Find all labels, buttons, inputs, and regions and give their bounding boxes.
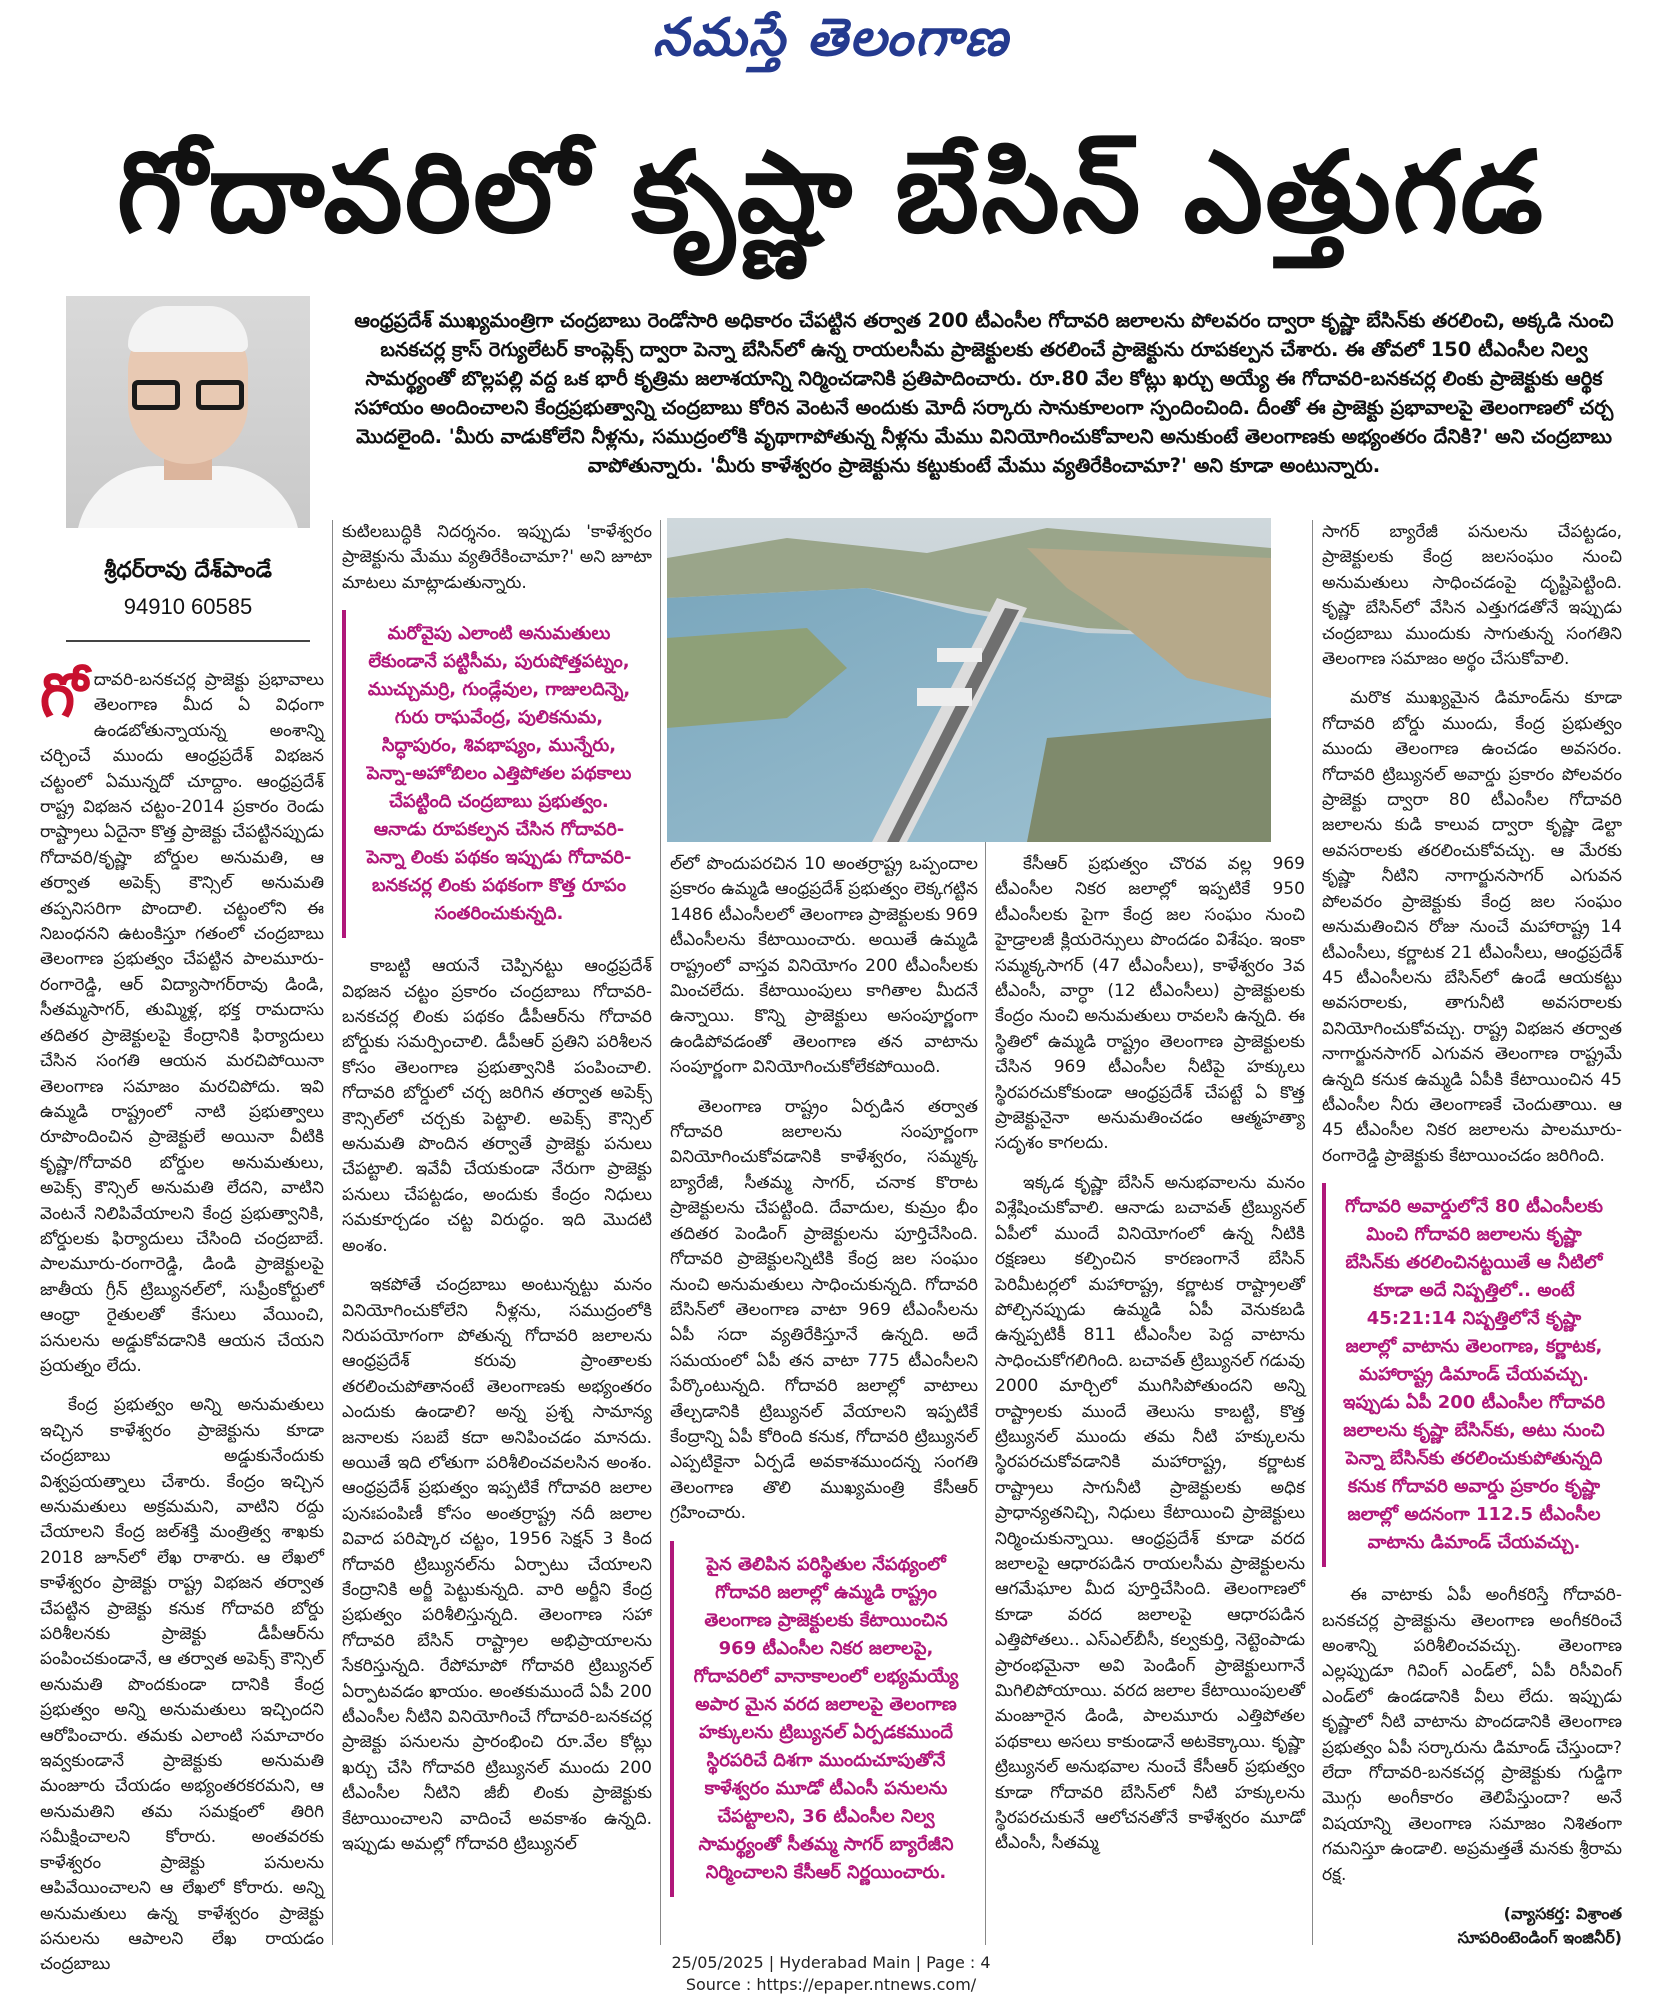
body-paragraph: ఇకపోతే చంద్రబాబు అంటున్నట్టు మనం వినియోగించుకోలేని నీళ్లను, సముద్రంలోకి నిరుపయోగంగా పోతున్న గోదావరి జలాలను ఆంధ్రప్రదేశ్ కరువు ప్రాంతాలకు తరలించుపోతానంటే తెలంగాణకు అభ్యంతరం ఎందుకు ఉండాలి? అన్న ప్రశ్న సామాన్య జనాలకు సబబే కదా అనిపించడం మానదు. అయితే ఇది లోతుగా పరిశీలించవలసిన అంశం. ఆంధ్రప్రదేశ్ ప్రభుత్వం ఇప్పటికే గోదావరి జలాల పునఃపంపిణీ కోసం అంతర్రాష్ట్ర నదీ జలాల వివాద పరిష్కార చట్టం, 1956 సెక్షన్ 3 కింద గోదావరి ట్రిబ్యునల్‌ను ఏర్పాటు చేయాలని కేంద్రానికి అర్జీ పెట్టుకున్నది. వారి అర్జీని కేంద్ర ప్రభుత్వం పరిశీలిస్తున్నది. తెలంగాణ సహా గోదావరి బేసిన్ రాష్ట్రాల అభిప్రాయాలను సేకరిస్తున్నది. రేపోమాపో గోదావరి ట్రిబ్యునల్ ఏర్పాటవడం ఖాయం. అంతకుముందే ఏపీ 200 టీఎంసీల నీటిని వినియోగించే గోదావరి-బనకచర్ల ప్రాజెక్టు పనులను ప్రారంభించి రూ.వేల కోట్లు ఖర్చు చేసి గోదావరి ట్రిబ్యునల్ ముందు 200 టీఎంసీల నీటిని జీబీ లింకు ప్రాజెక్టుకు కేటాయించాలని వాదించే అవకాశం ఉన్నది. ఇప్పుడు అమల్లో గోదావరి ట్రిబ్యునల్ [342,1275,652,1855]
dropcap: గో [40,661,88,731]
masthead-logo: నమస్తే తెలంగాణ [652,8,1010,68]
pull-quote: పైన తెలిపిన పరిస్థితుల నేపథ్యంలో గోదావరి జలాల్లో ఉమ్మడి రాష్ట్రం తెలంగాణ ప్రాజెక్టులకు కేటాయించిన 969 టీఎంసీల నికర జలాలపై, గోదావరిలో వానాకాలంలో లభ్యమయ్యే అపార మైన వరద జలాలపై తెలంగాణ హక్కులను ట్రిబ్యునల్ ఏర్పడకముందే స్థిరపరిచే దిశగా ముందుచూపుతోనే కాళేశ్వరం మూడో టీఎంసీ పనులను చేపట్టాలని, 36 టీఎంసీల నిల్వ సామర్థ్యంతో సీతమ్మ సాగర్ బ్యారేజీని నిర్మించాలని కేసీఆర్ నిర్ణయించారు. [670,1541,978,1897]
author-photo [66,296,310,528]
author-name: శ్రీధర్‌రావు దేశ్‌పాండే [104,558,272,583]
pull-quote: గోదావరి అవార్డులోనే 80 టీఎంసీలకు మించి గోదావరి జలాలను కృష్ణా బేసిన్‌కు తరలించినట్టయితే ఆ నీటిలో కూడా అదే నిష్పత్తిలో.. అంటే 45:21:14 నిష్పత్తిలోనే కృష్ణా జలాల్లో వాటాను తెలంగాణ, కర్ణాటక, మహారాష్ట్ర డిమాండ్ చేయవచ్చు. ఇప్పుడు ఏపీ 200 టీఎంసీల గోదావరి జలాలను కృష్ణా బేసిన్‌కు, అటు నుంచి పెన్నా బేసిన్‌కు తరలించుకుపోతున్నది కనుక గోదావరి అవార్డు ప్రకారం కృష్ణా జలాల్లో అదనంగా 112.5 టీఎంసీల వాటాను డిమాండ్ చేయవచ్చు. [1322,1183,1622,1567]
body-paragraph: ల్‌లో పొందుపరచిన 10 అంతర్రాష్ట్ర ఒప్పందాల ప్రకారం ఉమ్మడి ఆంధ్రప్రదేశ్ ప్రభుత్వం లెక్కగట్టిన 1486 టీఎంసీలలో తెలంగాణ ప్రాజెక్టులకు 969 టీఎంసీలను కేటాయించారు. అయితే ఉమ్మడి రాష్ట్రంలో వాస్తవ వినియోగం 200 టీఎంసీలకు మించలేదు. కేటాయింపులు కాగితాల మీదనే ఉన్నాయి. కొన్ని ప్రాజెక్టులు అసంపూర్ణంగా ఉండిపోవడంతో తెలంగాణ తన వాటాను సంపూర్ణంగా వినియోగించుకోలేకపోయింది. [670,854,978,1078]
credit-line: (వ్యాసకర్త: విశ్రాంత [1503,1904,1622,1924]
article-column-2 [342,520,652,1871]
article-column-5 [1322,520,1622,1950]
article-column-1 [40,661,324,1992]
credit-line: సూపరింటెండింగ్ ఇంజినీర్) [1457,1928,1622,1948]
body-paragraph: కుటిలబుద్ధికి నిదర్శనం. ఇప్పుడు 'కాళేశ్వరం ప్రాజెక్టును మేము వ్యతిరేకించామా?' అని జూటా మాటలు మాట్లాడుతున్నారు. [342,522,652,593]
body-paragraph: మరొక ముఖ్యమైన డిమాండ్‌ను కూడా గోదావరి బోర్డు ముందు, కేంద్ర ప్రభుత్వం ముందు తెలంగాణ ఉంచడం అవసరం. గోదావరి ట్రిబ్యునల్ అవార్డు ప్రకారం పోలవరం ప్రాజెక్టు ద్వారా 80 టీఎంసీల గోదావరి జలాలను కుడి కాలువ ద్వారా కృష్ణా డెల్టా అవసరాలకు తరలించుకోవచ్చు. ఆ మేరకు కృష్ణా నీటిని నాగార్జునసాగర్ ఎగువన పోలవరం ప్రాజెక్టుకు కేంద్ర జల సంఘం అనుమతించిన రోజు నుంచే మహారాష్ట్ర 14 టీఎంసీలు, కర్ణాటక 21 టీఎంసీలు, ఆంధ్రప్రదేశ్ 45 టీఎంసీలను బేసిన్‌లో ఉండే ఆయకట్టు అవసరాలకు, తాగునీటి అవసరాలకు వినియోగించుకోవచ్చు. రాష్ట్ర విభజన తర్వాత నాగార్జునసాగర్ ఎగువన తెలంగాణ రాష్ట్రమే ఉన్నది కనుక ఉమ్మడి ఏపీకి కేటాయించిన 45 టీఎంసీల నీరు తెలంగాణకే చెందుతాయి. ఆ 45 టీఎంసీల నికర జలాలను పాలమూరు-రంగారెడ్డి ప్రాజెక్టుకు కేటాయించడం జరిగింది. [1322,688,1622,1166]
barrage-aerial-image [667,518,1271,842]
body-paragraph: ఈ వాటాకు ఏపీ అంగీకరిస్తే గోదావరి-బనకచర్ల ప్రాజెక్టును తెలంగాణ అంగీకరించే అంశాన్ని పరిశీలించవచ్చు. తెలంగాణ ఎల్లప్పుడూ గివింగ్ ఎండ్‌లో, ఏపీ రిసీవింగ్ ఎండ్‌లో ఉండడానికి వీలు లేదు. ఇప్పుడు కృష్ణాలో నీటి వాటాను పొందడానికి తెలంగాణ ప్రభుత్వం ఏపీ సర్కారును డిమాండ్ చేస్తుందా? లేదా గోదావరి-బనకచర్ల ప్రాజెక్టుకు గుడ్డిగా మొగ్గు అంగీకారం తెలిపేస్తుందా? అనే విషయాన్ని తెలంగాణ సమాజం నిశితంగా గమనిస్తూ ఉండాలి. అప్రమత్తతే మనకు శ్రీరామ రక్ష. [1322,1585,1622,1885]
article-column-3 [670,852,978,1897]
author-phone: 94910 60585 [123,594,253,619]
pull-quote: మరోవైపు ఎలాంటి అనుమతులు లేకుండానే పట్టిసీమ, పురుషోత్తపట్నం, ముచ్చుమర్రి, గుండ్లేవుల, గాజులదిన్నె, గురు రాఘవేంద్ర, పులికనుమ, సిద్ధాపురం, శివభాష్యం, మున్నేరు, పెన్నా-అహోబిలం ఎత్తిపోతల పథకాలు చేపట్టింది చంద్రబాబు ప్రభుత్వం. ఆనాడు రూపకల్పన చేసిన గోదావరి-పెన్నా లింకు పథకం ఇప్పుడు గోదావరి- బనకచర్ల లింకు పథకంగా కొత్త రూపం సంతరించుకున్నది. [342,610,652,938]
body-paragraph: తెలంగాణ రాష్ట్రం ఏర్పడిన తర్వాత గోదావరి జలాలను సంపూర్ణంగా వినియోగించుకోవడానికి కాళేశ్వరం, సమ్మక్క బ్యారేజీ, సీతమ్మ సాగర్, చనాక కొరాట ప్రాజెక్టులను చేపట్టింది. దేవాదుల, కుమ్రం భీం తదితర పెండింగ్ ప్రాజెక్టులను పూర్తిచేసింది. గోదావరి ప్రాజెక్టులన్నిటికి కేంద్ర జల సంఘం నుంచి అనుమతులు సాధించుకున్నది. గోదావరి బేసిన్‌లో తెలంగాణ వాటా 969 టీఎంసీలను ఏపీ సదా వ్యతిరేకిస్తూనే ఉన్నది. అదే సమయంలో ఏపీ తన వాటా 775 టీఎంసీలని పేర్కొంటున్నది. గోదావరి జలాల్లో వాటాలు తేల్చడానికి ట్రిబ్యునల్ వేయాలని ఇప్పటికే కేంద్రాన్ని ఏపీ కోరింది కనుక, గోదావరి ట్రిబ్యునల్ ఎప్పటికైనా ఏర్పడే అవకాశముందన్న సంగతి తెలంగాణ తొలి ముఖ్యమంత్రి కేసీఆర్ గ్రహించారు. [670,1096,978,1524]
body-paragraph: ఇక్కడ కృష్ణా బేసిన్ అనుభవాలను మనం విశ్లేషించుకోవాలి. ఆనాడు బచావత్ ట్రిబ్యునల్ ఏపీలో ముందే వినియోగంలో ఉన్న నీటికి రక్షణలు కల్పించిన కారణంగానే బేసిన్ పెరిమీటర్లలో మహారాష్ట్ర, కర్ణాటక రాష్ట్రాలతో పోల్చినప్పుడు ఉమ్మడి ఏపీ వెనుకబడి ఉన్నప్పటికీ 811 టీఎంసీల పెద్ద వాటాను సాధించుకోగలిగింది. బచావత్ ట్రిబ్యునల్ గడువు 2000 మార్చిలో ముగిసిపోతుందని అన్ని రాష్ట్రాలకు ముందే తెలుసు కాబట్టి, కొత్త ట్రిబ్యునల్ ముందు తమ నీటి హక్కులను స్థిరపరచుకోవడానికి మహారాష్ట్ర, కర్ణాటక రాష్ట్రాలు సాగునీటి ప్రాజెక్టులకు అధిక ప్రాధాన్యతనిచ్చి, నిధులు కేటాయించి ప్రాజెక్టులు నిర్మించుకున్నాయి. ఆంధ్రప్రదేశ్ కూడా వరద జలాలపై ఆధారపడిన రాయలసీమ ప్రాజెక్టులను ఆగమేఘాల మీద పూర్తిచేసింది. తెలంగాణలో కూడా వరద జలాలపై ఆధారపడిన ఎత్తిపోతలు.. ఎస్ఎల్‌బీసీ, కల్వకుర్తి, నెట్టెంపాడు ప్రారంభమైనా అవి పెండింగ్ ప్రాజెక్టులుగానే మిగిలిపోయాయి. వరద జలాల కేటాయింపులతో మంజూరైన డిండి, పాలమూరు ఎత్తిపోతల పథకాలు అసలు కాకుండానే అటకెక్కాయి. కృష్ణా ట్రిబ్యునల్ అనుభవాల నుంచే కేసీఆర్ ప్రభుత్వం కూడా గోదావరి బేసిన్‌లో నీటి హక్కులను స్థిరపరచుకునే ఆలోచనతోనే కాళేశ్వరం మూడో టీఎంసీ, సీతమ్మ [995,1172,1305,1854]
body-paragraph: సాగర్ బ్యారేజీ పనులను చేపట్టడం, ప్రాజెక్టులకు కేంద్ర జలసంఘం నుంచి అనుమతులు సాధించడంపై దృష్టిపెట్టింది. కృష్ణా బేసిన్‌లో వేసిన ఎత్తుగడతోనే ఇప్పుడు చంద్రబాబు ముందుకు సాగుతున్న సంగతిని తెలంగాణ సమాజం అర్థం చేసుకోవాలి. [1322,522,1622,670]
body-paragraph: కేంద్ర ప్రభుత్వం అన్ని అనుమతులు ఇచ్చిన కాళేశ్వరం ప్రాజెక్టును కూడా చంద్రబాబు అడ్డుకునేందుకు విశ్వప్రయత్నాలు చేశారు. కేంద్రం ఇచ్చిన అనుమతులు అక్రమమని, వాటిని రద్దు చేయాలని కేంద్ర జల్‌శక్తి మంత్రిత్వ శాఖకు 2018 జూన్‌లో లేఖ రాశారు. ఆ లేఖలో కాళేశ్వరం ప్రాజెక్టు రాష్ట్ర విభజన తర్వాత చేపట్టిన ప్రాజెక్టు కనుక గోదావరి బోర్డు పరిశీలనకు ప్రాజెక్టు డీపీఆర్‌ను పంపించకుండానే, ఆ తర్వాత అపెక్స్ కౌన్సిల్ అనుమతి పొందకుండా దానికి కేంద్ర ప్రభుత్వం అన్ని అనుమతులు ఇచ్చిందని ఆరోపించారు. తమకు ఎలాంటి సమాచారం ఇవ్వకుండానే ప్రాజెక్టుకు అనుమతి మంజూరు చేయడం అభ్యంతరకరమని, ఆ అనుమతిని తమ సమక్షంలో తిరిగి సమీక్షించాలని కోరారు. అంతవరకు కాళేశ్వరం ప్రాజెక్టు పనులను ఆపివేయించాలని ఆ లేఖలో కోరారు. అన్ని అనుమతులు ఉన్న కాళేశ్వరం ప్రాజెక్టు పనులను ఆపాలని లేఖ రాయడం చంద్రబాబు [40,1395,324,1975]
body-paragraph: కేసీఆర్ ప్రభుత్వం చొరవ వల్ల 969 టీఎంసీల నికర జలాల్లో ఇప్పటికే 950 టీఎంసీలకు పైగా కేంద్ర జల సంఘం నుంచి హైడ్రాలజీ క్లియరెన్సులు పొందడం విశేషం. ఇంకా సమ్మక్కసాగర్ (47 టీఎంసీలు), కాళేశ్వరం 3వ టీఎంసీ, వార్ధా (12 టీఎంసీలు) ప్రాజెక్టులకు కేంద్రం నుంచి అనుమతులు రావలసి ఉన్నది. ఈ స్థితిలో ఉమ్మడి రాష్ట్రం తెలంగాణ ప్రాజెక్టులకు చేసిన 969 టీఎంసీల నీటిపై హక్కులు స్థిరపరచుకోకుండా ఆంధ్రప్రదేశ్ చేపట్టే ఏ కొత్త ప్రాజెక్టునైనా అనుమతించడం ఆత్మహత్యా సదృశం కాగలదు. [995,854,1305,1154]
body-paragraph: దావరి-బనకచర్ల ప్రాజెక్టు ప్రభావాలు తెలంగాణ మీద ఏ విధంగా ఉండబోతున్నాయన్న అంశాన్ని చర్చించే ముందు ఆంధ్రప్రదేశ్ విభజన చట్టంలో ఏమున్నదో చూద్దాం. ఆంధ్రప్రదేశ్ రాష్ట్ర విభజన చట్టం-2014 ప్రకారం రెండు రాష్ట్రాలు ఏదైనా కొత్త ప్రాజెక్టు చేపట్టినప్పుడు గోదావరి/కృష్ణా బోర్డుల అనుమతి, ఆ తర్వాత అపెక్స్ కౌన్సిల్ అనుమతి తప్పనిసరిగా పొందాలి. చట్టంలోని ఈ నిబంధనని ఉటంకిస్తూ గతంలో చంద్రబాబు తెలంగాణ ప్రభుత్వం చేపట్టిన పాలమూరు-రంగారెడ్డి, ఆర్ విద్యాసాగర్‌రావు డిండి, సీతమ్మసాగర్, తుమ్మిళ్ల, భక్త రామదాసు తదితర ప్రాజెక్టులపై కేంద్రానికి ఫిర్యాదులు చేసిన సంగతి ఆయన మరచిపోయినా తెలంగాణ సమాజం మరచిపోదు. ఇవి ఉమ్మడి రాష్ట్రంలో నాటి ప్రభుత్వాలు రూపొందించిన ప్రాజెక్టులే అయినా వీటికి కృష్ణా/గోదావరి బోర్డుల అనుమతులు, అపెక్స్ కౌన్సిల్ అనుమతి లేదని, వాటిని వెంటనే నిలిపివేయాలని కేంద్ర ప్రభుత్వానికి, బోర్డులకు ఫిర్యాదులు చేసింది చంద్రబాబే. పాలమూరు-రంగారెడ్డి, డిండి ప్రాజెక్టులపై జాతీయ గ్రీన్ ట్రిబ్యునల్‌లో, సుప్రీంకోర్టులో ఆంధ్రా రైతులతో కేసులు వేయించి, పనులను అడ్డుకోవడానికి ఆయన చేయని ప్రయత్నం లేదు. [40,670,324,1376]
intro-paragraph: ఆంధ్రప్రదేశ్ ముఖ్యమంత్రిగా చంద్రబాబు రెండోసారి అధికారం చేపట్టిన తర్వాత 200 టీఎంసీల గోదావరి జలాలను పోలవరం ద్వారా కృష్ణా బేసిన్‌కు తరలించి, అక్కడి నుంచి బనకచర్ల క్రాస్ రెగ్యులేటర్ కాంప్లెక్స్ ద్వారా పెన్నా బేసిన్‌లో ఉన్న రాయలసీమ ప్రాజెక్టులకు తరలించే ప్రాజెక్టును రూపకల్పన చేశారు. ఈ తోవలో 150 టీఎంసీల నిల్వ సామర్థ్యంతో బొల్లపల్లి వద్ద ఒక భారీ కృత్రిమ జలాశయాన్ని నిర్మించడానికి ప్రతిపాదించారు. రూ.80 వేల కోట్లు ఖర్చు అయ్యే ఈ గోదావరి-బనకచర్ల లింకు ప్రాజెక్టుకు ఆర్థిక సహాయం అందించాలని కేంద్రప్రభుత్వాన్ని చంద్రబాబు కోరిన వెంటనే అందుకు మోదీ సర్కారు సానుకూలంగా స్పందించింది. దీంతో ఈ ప్రాజెక్టు ప్రభావాలపై తెలంగాణలో చర్చ మొదలైంది. 'మీరు వాడుకోలేని నీళ్లను, సముద్రంలోకి వృథాగాపోతున్న నీళ్లను మేము వినియోగించుకోవాలని అనుకుంటే తెలంగాణకు అభ్యంతరం దేనికి?' అని చంద్రబాబు వాపోతున్నారు. 'మీరు కాళేశ్వరం ప్రాజెక్టును కట్టుకుంటే మేము వ్యతిరేకించామా?' అని కూడా అంటున్నారు. [354,309,1614,477]
column-divider [1312,520,1313,1945]
page-footer [0,1952,1662,1996]
column-divider [332,520,333,1945]
body-paragraph: కాబట్టి ఆయనే చెప్పినట్టు ఆంధ్రప్రదేశ్ విభజన చట్టం ప్రకారం చంద్రబాబు గోదావరి-బనకచర్ల లింకు పథకం డీపీఆర్‌ను గోదావరి బోర్డుకు సమర్పించాలి. డీపీఆర్ ప్రతిని పరిశీలన కోసం తెలంగాణ ప్రభుత్వానికి పంపించాలి. గోదావరి బోర్డులో చర్చ జరిగిన తర్వాత అపెక్స్ కౌన్సిల్‌లో చర్చకు పెట్టాలి. అపెక్స్ కౌన్సిల్ అనుమతి పొందిన తర్వాతే ప్రాజెక్టు పనులు చేపట్టాలి. ఇవేవీ చేయకుండా నేరుగా ప్రాజెక్టు పనులు చేపట్టడం, అందుకు కేంద్రం నిధులు సమకూర్చడం చట్ట విరుద్ధం. ఇది మొదటి అంశం. [342,956,652,1256]
headline: గోదావరిలో కృష్ణా బేసిన్ ఎత్తుగడ [116,128,1546,258]
barrage-photo [667,518,1271,842]
article-column-4 [995,852,1305,1871]
author-byline [66,558,310,620]
byline-divider [66,640,310,642]
footer-source: Source : https://epaper.ntnews.com/ [685,1975,977,1994]
footer-dateline: 25/05/2025 | Hyderabad Main | Page : 4 [671,1953,991,1972]
author-credit [1322,1902,1622,1950]
column-divider [660,520,661,1945]
